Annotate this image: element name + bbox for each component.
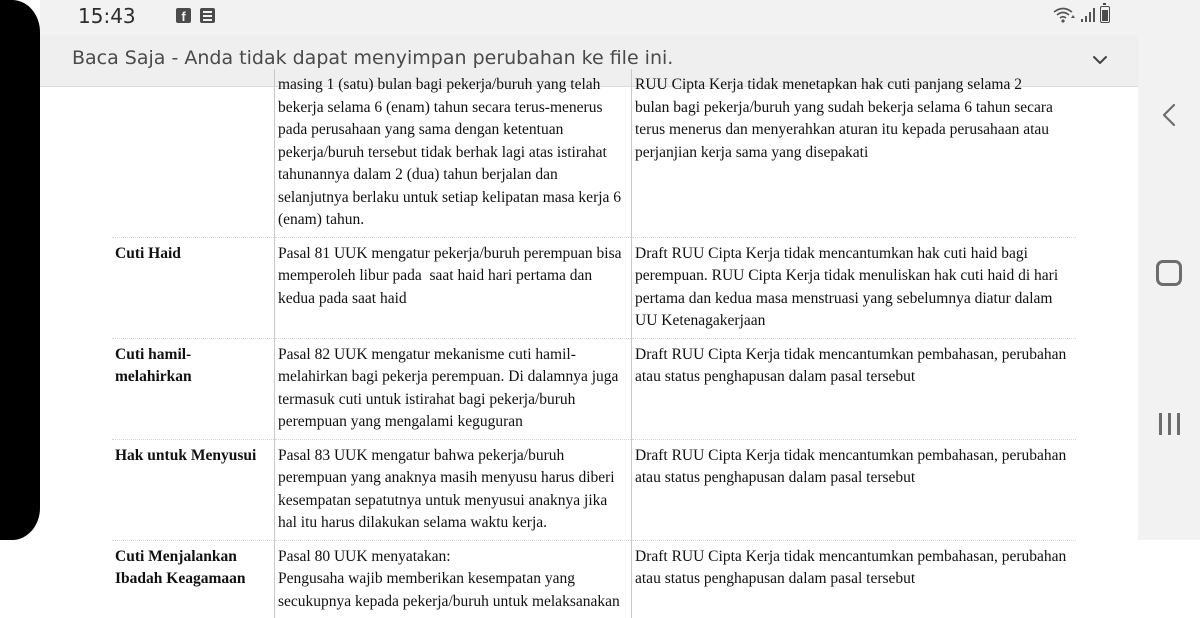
uuk-text-cell xyxy=(275,439,632,540)
ruu-text-line: Draft RUU Cipta Kerja tidak mencantumkan hak cuti haid bagi xyxy=(635,244,1028,262)
chevron-down-icon[interactable] xyxy=(1090,50,1110,70)
ruu-text-line: bulan bagi pekerja/buruh yang sudah bekerja selama 6 tahun secara xyxy=(635,98,1053,116)
uuk-text-line: Pasal 80 UUK menyatakan: xyxy=(278,547,451,565)
uuk-text-line: pada perusahaan yang sama dengan ketentuan xyxy=(278,121,564,138)
ruu-text-line: pertama dan kedua masa menstruasi yang sebelumnya diatur dalam xyxy=(635,289,1053,307)
uuk-text-line: masing 1 (satu) bulan bagi pekerja/buruh yang telah xyxy=(278,76,601,93)
wifi-icon xyxy=(1052,6,1076,24)
document-view[interactable] xyxy=(40,76,1138,610)
ruu-text-line: Draft RUU Cipta Kerja tidak mencantumkan pembahasan, perubahan xyxy=(635,446,1067,464)
uuk-text-line: Pasal 81 UUK mengatur pekerja/buruh perempuan bisa xyxy=(278,244,622,262)
uuk-text-line: kesempatan sepatutnya untuk menyusui anaknya jika xyxy=(278,491,608,509)
uuk-text-line: tahunannya dalam 2 (dua) tahun berjalan dan xyxy=(278,166,558,183)
comparison-table xyxy=(112,69,1076,618)
uuk-text-cell xyxy=(275,69,632,237)
banner-text: Baca Saja - Anda tidak dapat menyimpan perubahan ke file ini. xyxy=(72,47,674,69)
ruu-text-cell xyxy=(632,69,1077,237)
home-icon xyxy=(1156,260,1182,286)
message-notification-icon xyxy=(200,8,215,23)
uuk-text-line: kedua pada saat haid xyxy=(278,289,407,307)
uuk-text-line: perempuan yang anaknya masih menyusu harus diberi xyxy=(278,469,615,486)
ruu-text-line: Draft RUU Cipta Kerja tidak mencantumkan pembahasan, perubahan xyxy=(635,345,1067,363)
chevron-left-icon xyxy=(1157,97,1181,133)
table-row xyxy=(112,540,1076,618)
ruu-text-line: RUU Cipta Kerja tidak menetapkan hak cuti panjang selama 2 xyxy=(635,76,1022,93)
uuk-text-line: termasuk cuti untuk istirahat bagi pekerja/buruh xyxy=(278,390,576,408)
row-heading: Cuti hamil- melahirkan xyxy=(112,338,275,439)
ruu-text-cell xyxy=(632,439,1077,540)
uuk-text-line: Pengusaha wajib memberikan kesempatan yang xyxy=(278,570,575,587)
ruu-text-line: Draft RUU Cipta Kerja tidak mencantumkan pembahasan, perubahan xyxy=(635,547,1067,565)
uuk-text-cell xyxy=(275,540,632,618)
uuk-text-line: hal itu harus dilakukan selama waktu kerja. xyxy=(278,514,548,531)
ruu-text-cell xyxy=(632,338,1077,439)
ruu-text-line: atau status penghapusan dalam pasal tersebut xyxy=(635,570,916,587)
table-row xyxy=(112,338,1076,439)
ruu-text-cell xyxy=(632,540,1077,618)
uuk-text-cell xyxy=(275,237,632,338)
status-time: 15:43 xyxy=(78,4,136,28)
row-heading: Cuti Menjalankan Ibadah Keagamaan xyxy=(112,540,275,618)
uuk-text-cell xyxy=(275,338,632,439)
uuk-text-line: pekerja/buruh tersebut tidak berhak lagi atas istirahat xyxy=(278,143,607,161)
signal-icon xyxy=(1080,7,1096,23)
left-bezel xyxy=(0,0,40,540)
row-heading: Hak untuk Menyusui xyxy=(112,439,275,540)
uuk-text-line: melahirkan bagi pekerja perempuan. Di dalamnya juga xyxy=(278,368,619,385)
status-bar xyxy=(40,0,1138,34)
table-row xyxy=(112,237,1076,338)
uuk-text-line: selanjutnya berlaku untuk setiap kelipatan masa kerja 6 xyxy=(278,188,622,206)
uuk-text-line: secukupnya kepada pekerja/buruh untuk melaksanakan xyxy=(278,592,620,610)
uuk-text-line: bekerja selama 6 (enam) tahun secara terus-menerus xyxy=(278,98,603,116)
row-heading: Cuti Haid xyxy=(112,237,275,338)
battery-icon xyxy=(1100,6,1110,23)
facebook-notification-icon: f xyxy=(176,8,191,23)
table-row xyxy=(112,69,1076,237)
recent-apps-button[interactable] xyxy=(1138,404,1200,444)
uuk-text-line: (enam) tahun. xyxy=(278,211,365,228)
ruu-text-line: UU Ketenagakerjaan xyxy=(635,312,766,329)
ruu-text-line: atau status penghapusan dalam pasal tersebut xyxy=(635,469,916,486)
ruu-text-line: perjanjian kerja sama yang disepakati xyxy=(635,143,869,161)
ruu-text-line: perempuan. RUU Cipta Kerja tidak menuliskan hak cuti haid di hari xyxy=(635,267,1059,284)
ruu-text-cell xyxy=(632,237,1077,338)
recent-apps-icon xyxy=(1159,413,1162,435)
uuk-text-line: Pasal 82 UUK mengatur mekanisme cuti hamil- xyxy=(278,345,576,363)
ruu-text-line: atau status penghapusan dalam pasal tersebut xyxy=(635,368,916,385)
row-heading xyxy=(112,69,275,237)
navigation-bar xyxy=(1138,0,1200,540)
uuk-text-line: memperoleh libur pada saat haid hari pertama dan xyxy=(278,267,593,284)
table-row xyxy=(112,439,1076,540)
uuk-text-line: perempuan yang mengalami keguguran xyxy=(278,413,523,430)
uuk-text-line: Pasal 83 UUK mengatur bahwa pekerja/buruh xyxy=(278,446,565,464)
home-button[interactable] xyxy=(1138,256,1200,290)
ruu-text-line: terus menerus dan menyerahkan aturan itu kepada perusahaan atau xyxy=(635,121,1050,138)
back-button[interactable] xyxy=(1138,92,1200,148)
